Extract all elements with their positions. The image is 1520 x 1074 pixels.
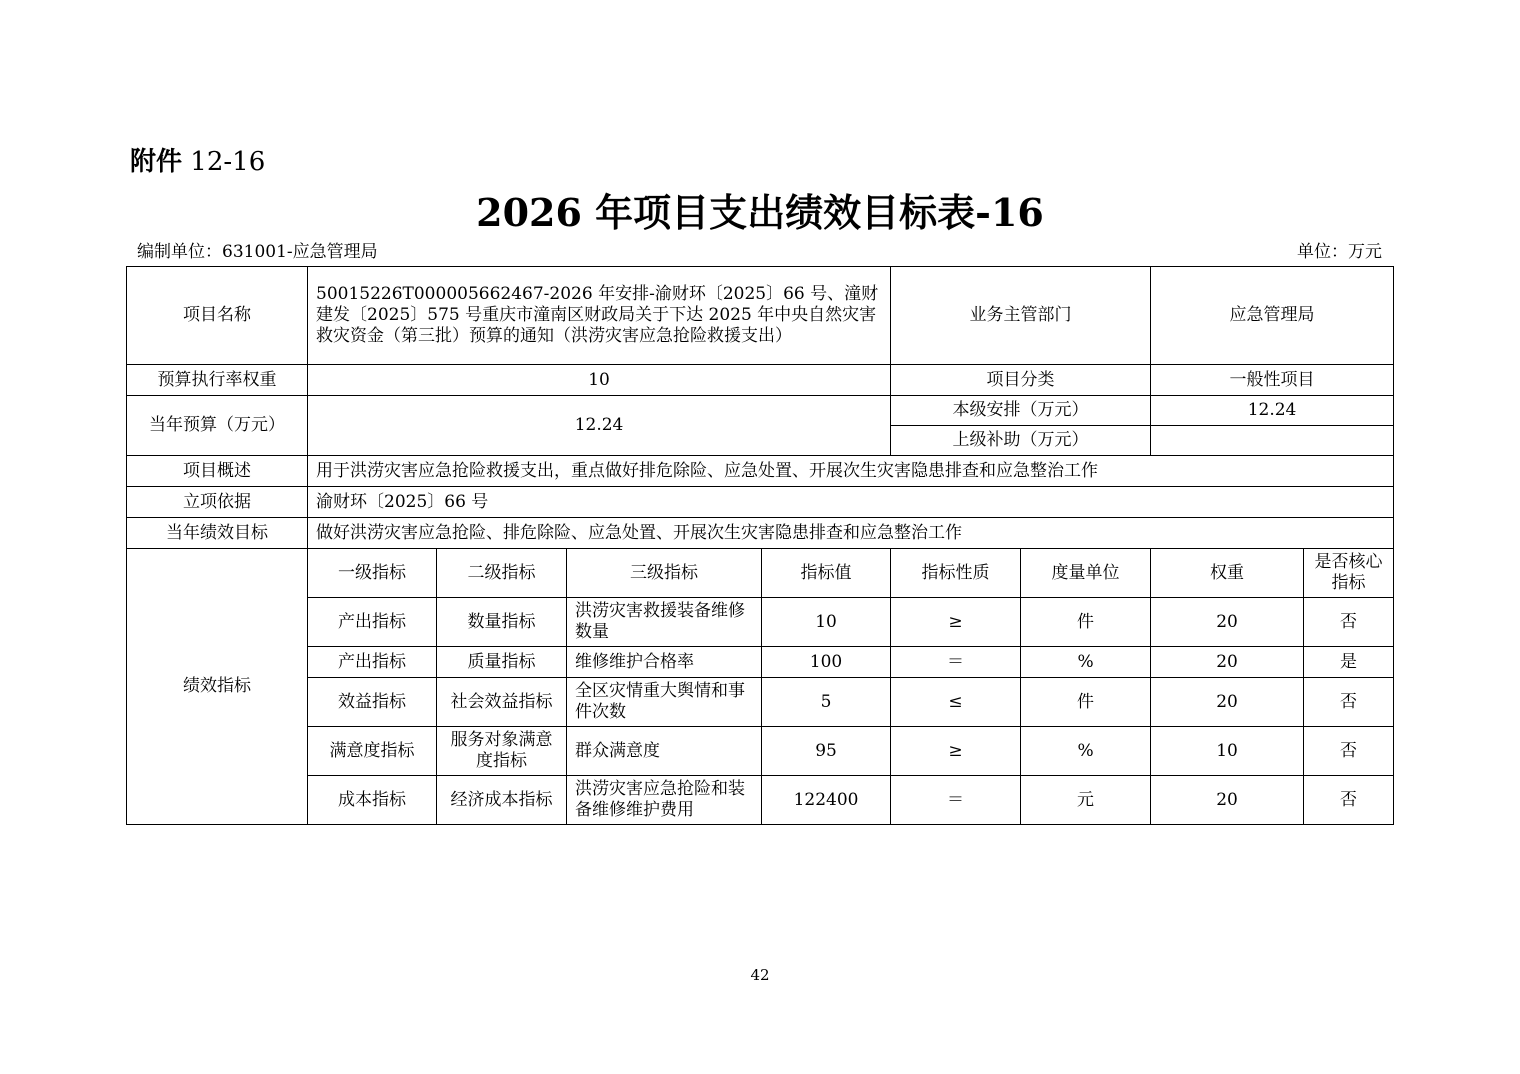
header-unit: 度量单位 bbox=[1021, 549, 1151, 598]
row-l3: 全区灾情重大舆情和事件次数 bbox=[567, 678, 762, 727]
page-title bbox=[0, 188, 1520, 238]
row-core: 否 bbox=[1304, 598, 1394, 647]
row-value: 95 bbox=[762, 727, 891, 776]
row-unit: % bbox=[1021, 647, 1151, 678]
row-l2: 质量指标 bbox=[437, 647, 567, 678]
row-l2: 数量指标 bbox=[437, 598, 567, 647]
project-name-row bbox=[127, 267, 1394, 365]
attachment-prefix: 附件 bbox=[130, 147, 183, 177]
basis-label: 立项依据 bbox=[127, 487, 308, 518]
title-year: 2026 bbox=[476, 190, 582, 235]
local-label: 本级安排（万元） bbox=[891, 396, 1151, 426]
overview-row bbox=[127, 456, 1394, 487]
currency-unit: 单位：万元 bbox=[1297, 242, 1382, 262]
row-l3: 洪涝灾害应急抢险和装备维修维护费用 bbox=[567, 776, 762, 825]
dept-label: 业务主管部门 bbox=[891, 267, 1151, 365]
project-name-label: 项目名称 bbox=[127, 267, 308, 365]
row-l2: 服务对象满意度指标 bbox=[437, 727, 567, 776]
row-nature: ≤ bbox=[891, 678, 1021, 727]
row-l3: 维修维护合格率 bbox=[567, 647, 762, 678]
header-l3: 三级指标 bbox=[567, 549, 762, 598]
table-row bbox=[127, 727, 1394, 776]
table-row bbox=[127, 647, 1394, 678]
row-weight: 10 bbox=[1151, 727, 1304, 776]
row-core: 否 bbox=[1304, 678, 1394, 727]
header-weight: 权重 bbox=[1151, 549, 1304, 598]
basis-row bbox=[127, 487, 1394, 518]
row-weight: 20 bbox=[1151, 678, 1304, 727]
row-nature: ≥ bbox=[891, 598, 1021, 647]
upper-value bbox=[1151, 426, 1394, 456]
budget-value: 12.24 bbox=[308, 396, 891, 456]
row-value: 5 bbox=[762, 678, 891, 727]
header-value: 指标值 bbox=[762, 549, 891, 598]
basis-value: 渝财环〔2025〕66 号 bbox=[308, 487, 1394, 518]
rate-value: 10 bbox=[308, 365, 891, 396]
attachment-label bbox=[130, 145, 265, 179]
row-l2: 经济成本指标 bbox=[437, 776, 567, 825]
row-unit: 件 bbox=[1021, 678, 1151, 727]
overview-value: 用于洪涝灾害应急抢险救援支出，重点做好排危除险、应急处置、开展次生灾害隐患排查和应急整治工作 bbox=[308, 456, 1394, 487]
row-l1: 效益指标 bbox=[308, 678, 437, 727]
category-value: 一般性项目 bbox=[1151, 365, 1394, 396]
row-l1: 成本指标 bbox=[308, 776, 437, 825]
local-value: 12.24 bbox=[1151, 396, 1394, 426]
row-weight: 20 bbox=[1151, 776, 1304, 825]
project-name-value: 50015226T000005662467-2026 年安排-渝财环〔2025〕66 号、潼财建发〔2025〕575 号重庆市潼南区财政局关于下达 2025 年中央自然灾害救灾资金（第三批）预算的通知（洪涝灾害应急抢险救援支出） bbox=[308, 267, 891, 365]
indicator-header-row bbox=[127, 549, 1394, 598]
table-row bbox=[127, 598, 1394, 647]
row-l2: 社会效益指标 bbox=[437, 678, 567, 727]
row-value: 10 bbox=[762, 598, 891, 647]
row-l3: 洪涝灾害救援装备维修数量 bbox=[567, 598, 762, 647]
row-l1: 产出指标 bbox=[308, 647, 437, 678]
row-weight: 20 bbox=[1151, 647, 1304, 678]
header-core: 是否核心指标 bbox=[1304, 549, 1394, 598]
budget-row bbox=[127, 396, 1394, 426]
compiling-unit: 编制单位：631001-应急管理局 bbox=[137, 242, 378, 262]
row-weight: 20 bbox=[1151, 598, 1304, 647]
dept-value: 应急管理局 bbox=[1151, 267, 1394, 365]
row-core: 否 bbox=[1304, 776, 1394, 825]
title-text: 年项目支出绩效目标表 bbox=[595, 190, 976, 235]
row-nature: ＝ bbox=[891, 776, 1021, 825]
row-l3: 群众满意度 bbox=[567, 727, 762, 776]
goal-row bbox=[127, 518, 1394, 549]
header-nature: 指标性质 bbox=[891, 549, 1021, 598]
title-suffix: -16 bbox=[975, 190, 1044, 235]
row-unit: % bbox=[1021, 727, 1151, 776]
row-unit: 件 bbox=[1021, 598, 1151, 647]
budget-label: 当年预算（万元） bbox=[127, 396, 308, 456]
row-nature: ＝ bbox=[891, 647, 1021, 678]
page-number: 42 bbox=[750, 966, 770, 984]
overview-label: 项目概述 bbox=[127, 456, 308, 487]
table-row bbox=[127, 776, 1394, 825]
indicator-section-label: 绩效指标 bbox=[127, 549, 308, 825]
header-l2: 二级指标 bbox=[437, 549, 567, 598]
attachment-number: 12-16 bbox=[190, 147, 266, 177]
row-value: 122400 bbox=[762, 776, 891, 825]
rate-row bbox=[127, 365, 1394, 396]
table-row bbox=[127, 678, 1394, 727]
row-core: 否 bbox=[1304, 727, 1394, 776]
row-value: 100 bbox=[762, 647, 891, 678]
row-l1: 产出指标 bbox=[308, 598, 437, 647]
category-label: 项目分类 bbox=[891, 365, 1151, 396]
rate-label: 预算执行率权重 bbox=[127, 365, 308, 396]
row-l1: 满意度指标 bbox=[308, 727, 437, 776]
upper-label: 上级补助（万元） bbox=[891, 426, 1151, 456]
row-core: 是 bbox=[1304, 647, 1394, 678]
goal-label: 当年绩效目标 bbox=[127, 518, 308, 549]
header-l1: 一级指标 bbox=[308, 549, 437, 598]
row-nature: ≥ bbox=[891, 727, 1021, 776]
goal-value: 做好洪涝灾害应急抢险、排危除险、应急处置、开展次生灾害隐患排查和应急整治工作 bbox=[308, 518, 1394, 549]
row-unit: 元 bbox=[1021, 776, 1151, 825]
performance-table bbox=[126, 266, 1394, 825]
